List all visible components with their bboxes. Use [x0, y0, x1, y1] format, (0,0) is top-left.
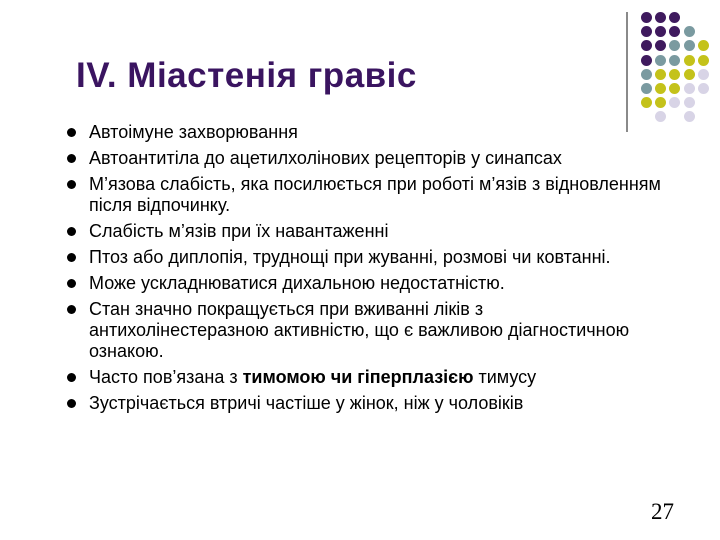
bullet-icon: [67, 154, 76, 163]
page-number: 27: [651, 499, 674, 524]
bullet-item: [64, 393, 664, 414]
bullet-icon: [67, 253, 76, 262]
decorative-dot-teal: [641, 83, 652, 94]
decorative-dot-lavender: [698, 83, 709, 94]
bullet-item: [64, 247, 664, 268]
bullet-item: [64, 122, 664, 143]
bullet-icon: [67, 227, 76, 236]
bullet-icon: [67, 373, 76, 382]
vertical-divider: [626, 12, 628, 132]
bullet-list: [64, 122, 664, 419]
decorative-dot-yellow: [684, 55, 695, 66]
bullet-icon: [67, 305, 76, 314]
decorative-dot-purple: [655, 40, 666, 51]
decorative-dot-purple: [669, 12, 680, 23]
decorative-dot-purple: [641, 55, 652, 66]
bullet-text: Птоз або диплопія, труднощі при жуванні, розмові чи ковтанні.: [89, 247, 611, 267]
bullet-text-pre: Часто пов’язана з: [89, 367, 243, 387]
decorative-dot-yellow: [655, 97, 666, 108]
decorative-dot-purple: [641, 12, 652, 23]
bullet-item: [64, 299, 664, 362]
bullet-text: Слабість м’язів при їх навантаженні: [89, 221, 389, 241]
decorative-dot-teal: [669, 55, 680, 66]
decorative-dot-purple: [641, 40, 652, 51]
bullet-text: М’язова слабість, яка посилюється при роботі м’язів з відновленням після відпочинку.: [89, 174, 661, 215]
decorative-dot-purple: [669, 26, 680, 37]
decorative-dot-lavender: [684, 111, 695, 122]
decorative-dot-teal: [684, 40, 695, 51]
decorative-dot-teal: [655, 55, 666, 66]
decorative-dot-yellow: [684, 69, 695, 80]
bullet-item: [64, 174, 664, 216]
decorative-dot-yellow: [669, 83, 680, 94]
bullet-text: Автоантитіла до ацетилхолінових рецепторів у синапсах: [89, 148, 562, 168]
decorative-dot-purple: [641, 26, 652, 37]
bullet-icon: [67, 128, 76, 137]
decorative-dot-lavender: [698, 69, 709, 80]
decorative-dot-yellow: [698, 40, 709, 51]
bullet-item: [64, 221, 664, 242]
bullet-item: [64, 148, 664, 169]
bullet-icon: [67, 399, 76, 408]
bullet-icon: [67, 279, 76, 288]
decorative-dot-teal: [684, 26, 695, 37]
decorative-dot-lavender: [684, 97, 695, 108]
decorative-dot-purple: [655, 26, 666, 37]
decorative-dot-teal: [669, 40, 680, 51]
bullet-text-post: тимусу: [473, 367, 537, 387]
decorative-dot-yellow: [655, 83, 666, 94]
slide-title: IV. Міастенія гравіс: [76, 56, 417, 95]
bullet-text: Може ускладнюватися дихальною недостатністю.: [89, 273, 505, 293]
bullet-text: Зустрічається втричі частіше у жінок, ніж у чоловіків: [89, 393, 524, 413]
bullet-text-bold: тимомою чи гіперплазією: [242, 367, 474, 387]
decorative-dot-yellow: [669, 69, 680, 80]
decorative-dot-teal: [641, 69, 652, 80]
bullet-text: Автоімуне захворювання: [89, 122, 298, 142]
decorative-dot-purple: [655, 12, 666, 23]
bullet-item: [64, 273, 664, 294]
decorative-dot-yellow: [698, 55, 709, 66]
bullet-text: Стан значно покращується при вживанні ліків з антихолінестеразною активністю, що є важливою діагностичною ознакою.: [89, 299, 630, 361]
decorative-dot-lavender: [684, 83, 695, 94]
decorative-dot-lavender: [669, 97, 680, 108]
bullet-icon: [67, 180, 76, 189]
bullet-item: [64, 367, 664, 388]
decorative-dot-lavender: [655, 111, 666, 122]
decorative-dot-yellow: [641, 97, 652, 108]
decorative-dot-yellow: [655, 69, 666, 80]
